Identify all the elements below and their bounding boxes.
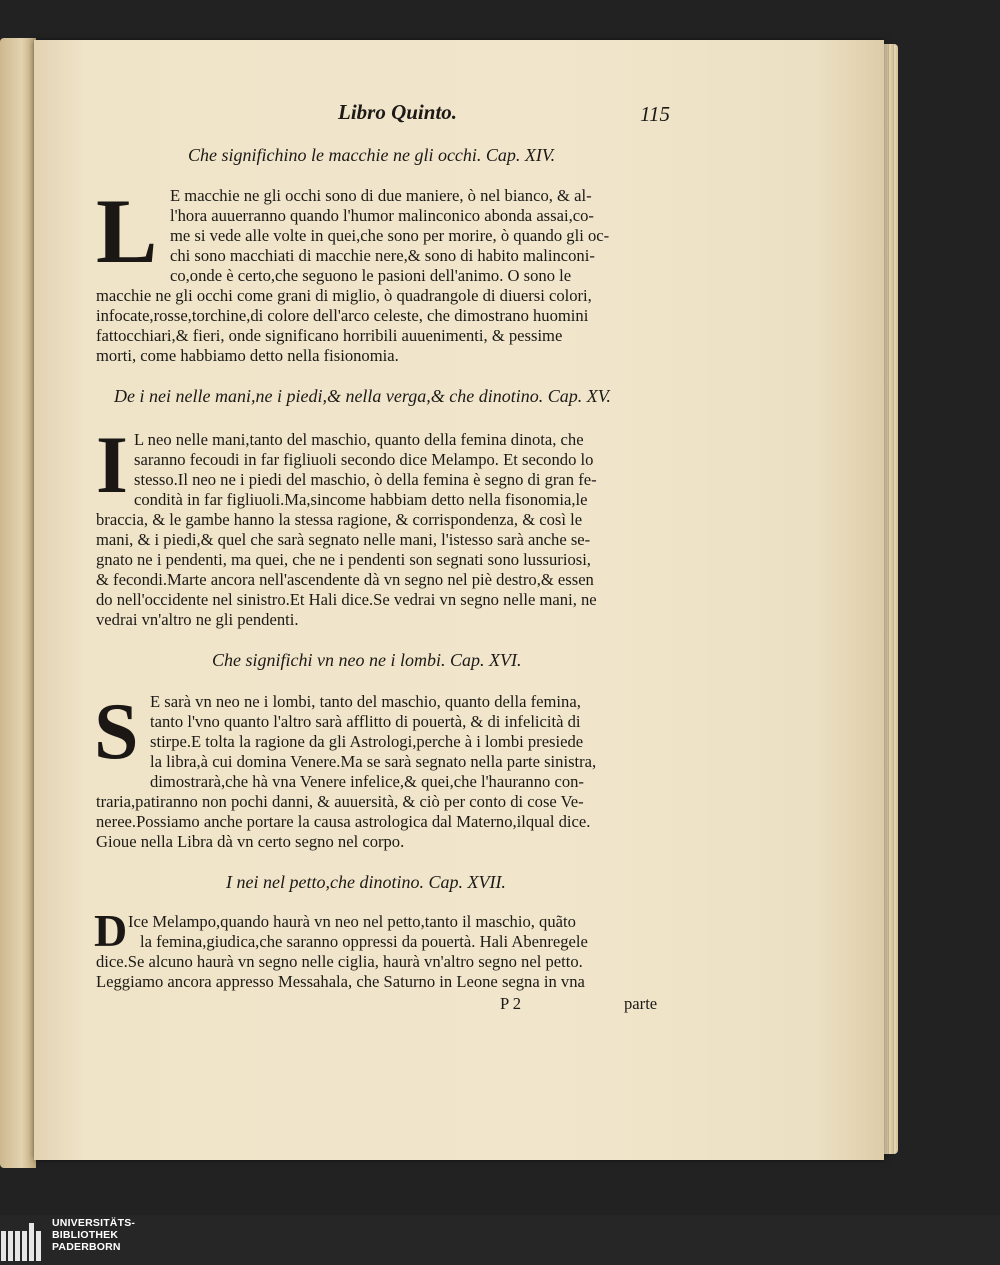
text-line: la libra,à cui domina Venere.Ma se sarà segnato nella parte sinistra,	[150, 752, 597, 771]
text-line: me si vede alle volte in quei,che sono per morire, ò quando gli oc-	[170, 226, 610, 245]
text-line: co,onde è certo,che seguono le pasioni dell'animo. O sono le	[170, 266, 572, 285]
footer-bar	[0, 1215, 1000, 1265]
text-line: infocate,rosse,torchine,di colore dell'arco celeste, che dimostrano huomini	[96, 306, 589, 325]
running-head: Libro Quinto.	[338, 100, 458, 124]
signature-mark: P 2	[500, 994, 522, 1013]
book-cover-edge	[0, 38, 36, 1168]
text-line: traria,patiranno non pochi danni, & auuersità, & ciò per conto di cose Ve-	[96, 792, 584, 811]
text-line: condità in far figliuoli.Ma,sincome habbiam detto nella fisonomia,le	[134, 490, 588, 509]
text-line: tanto l'vno quanto l'altro sarà afflitto di pouertà, & di infelicità di	[150, 712, 581, 731]
text-line: E sarà vn neo ne i lombi, tanto del maschio, quanto della femina,	[150, 692, 581, 711]
text-line: & fecondi.Marte ancora nell'ascendente dà vn segno nel piè destro,& essen	[96, 570, 594, 589]
text-line: chi sono macchiati di macchie nere,& sono di habito malinconi-	[170, 246, 595, 265]
text-line: L neo nelle mani,tanto del maschio, quanto della femina dinota, che	[134, 430, 584, 449]
text-line: do nell'occidente nel sinistro.Et Hali dice.Se vedrai vn segno nelle mani, ne	[96, 590, 597, 609]
drop-cap: I	[96, 419, 128, 510]
chapter-heading: De i nei nelle mani,ne i piedi,& nella verga,& che dinotino. Cap. XV.	[114, 386, 611, 406]
text-line: mani, & i piedi,& quel che sarà segnato nelle mani, l'istesso sarà anche se-	[96, 530, 591, 549]
text-line: la femina,giudica,che saranno oppressi da pouertà. Hali Abenregele	[140, 932, 588, 951]
text-line: l'hora auuerranno quando l'humor malinconico abonda assai,co-	[170, 206, 594, 225]
text-line: Ice Melampo,quando haurà vn neo nel petto,tanto il maschio, quãto	[128, 912, 576, 931]
text-line: Gioue nella Libra dà vn certo segno nel corpo.	[96, 832, 405, 851]
text-line: gnato ne i pendenti, ma quei, che ne i pendenti son segnati sono lussuriosi,	[96, 550, 591, 569]
text-line: stesso.Il neo ne i piedi del maschio, ò della femina è segno di gran fe-	[134, 470, 597, 489]
text-line: macchie ne gli occhi come grani di miglio, ò quadrangole di diuersi colori,	[96, 286, 592, 305]
text-line: stirpe.E tolta la ragione da gli Astrologi,perche à i lombi presiede	[150, 732, 584, 751]
logo-line: BIBLIOTHEK	[52, 1229, 119, 1241]
drop-cap: L	[96, 180, 158, 282]
logo-line: PADERBORN	[52, 1241, 121, 1253]
text-line: fattocchiari,& fieri, onde significano horribili auuenimenti, & pessime	[96, 326, 563, 345]
chapter-heading: I nei nel petto,che dinotino. Cap. XVII.	[226, 872, 506, 892]
text-line: neree.Possiamo anche portare la causa astrologica dal Materno,ilqual dice.	[96, 812, 591, 831]
text-line: saranno fecoudi in far figliuoli secondo dice Melampo. Et secondo lo	[134, 450, 594, 469]
text-line: vedrai vn'altro ne gli pendenti.	[96, 610, 299, 629]
logo-line: UNIVERSITÄTS-	[52, 1217, 136, 1229]
text-line: E macchie ne gli occhi sono di due maniere, ò nel bianco, & al-	[170, 186, 592, 205]
library-logo-icon	[0, 1217, 44, 1265]
chapter-heading: Che significhino le macchie ne gli occhi. Cap. XIV.	[188, 145, 556, 165]
text-line: dimostrarà,che hà vna Venere infelice,& quei,che l'hauranno con-	[150, 772, 584, 791]
library-logo-text	[52, 1217, 135, 1253]
text-line: morti, come habbiamo detto nella fisionomia.	[96, 346, 399, 365]
text-line: dice.Se alcuno haurà vn segno nelle ciglia, haurà vn'altro segno nel petto.	[96, 952, 583, 971]
catchword: parte	[624, 994, 658, 1013]
text-line: Leggiamo ancora appresso Messahala, che Saturno in Leone segna in vna	[96, 972, 585, 991]
drop-cap: D	[94, 905, 128, 956]
chapter-heading: Che significhi vn neo ne i lombi. Cap. XVI.	[212, 650, 522, 670]
folio-number: 115	[640, 102, 670, 126]
drop-cap: S	[94, 688, 139, 776]
text-line: braccia, & le gambe hanno la stessa ragione, & corrispondenza, & così le	[96, 510, 583, 529]
